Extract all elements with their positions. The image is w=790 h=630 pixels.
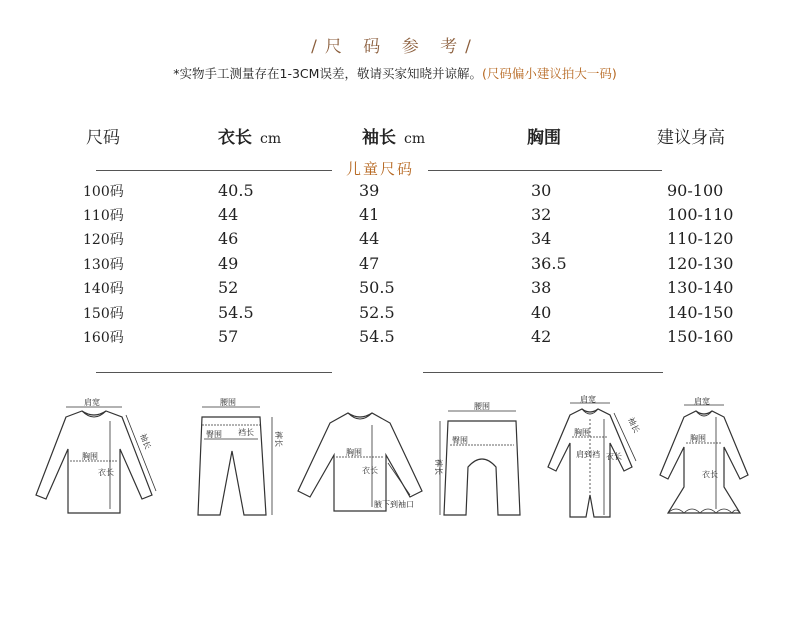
cell-height: 140-150 [667,303,734,322]
title-wrap [0,32,790,57]
section-label: 儿童尺码 [345,160,414,178]
header-length-unit: cm [260,131,282,147]
cell-sleeve: 41 [359,205,380,224]
shirt-sleeve-label: 袖长 [138,432,153,451]
cell-sleeve: 50.5 [359,278,395,297]
pants-diagram [180,395,290,525]
header-sleeve [362,123,425,148]
cell-length: 49 [218,254,239,273]
baby-pants-diagram [434,395,534,525]
cell-height: 110-120 [667,229,734,248]
cell-sleeve: 39 [359,181,380,200]
romper-diagram [536,395,646,525]
cell-height: 150-160 [667,327,734,346]
table-row [0,254,790,278]
raglan-length-label: 衣长 [362,466,378,475]
cell-chest: 32 [531,205,552,224]
shirt-diagram [24,395,164,525]
notice-highlight: (尺码偏小建议拍大一码) [481,66,617,81]
cell-chest: 34 [531,229,552,248]
notice-main: *实物手工测量存在1-3CM误差，敬请买家知晓并谅解。 [173,66,482,81]
cell-length: 46 [218,229,239,248]
cell-size: 130码 [83,257,124,273]
cell-chest: 42 [531,327,552,346]
header-height: 建议身高 [657,128,725,148]
baby-pants-waist-label: 腰围 [474,402,490,411]
cell-length: 52 [218,278,239,297]
cell-size: 140码 [83,281,124,297]
shirt-length-label: 衣长 [98,468,114,477]
dress-length-label: 衣长 [702,470,718,479]
table-row [0,327,790,351]
cell-chest: 30 [531,181,552,200]
cell-chest: 38 [531,278,552,297]
cell-height: 120-130 [667,254,734,273]
header-size: 尺码 [86,128,120,148]
romper-shoulder-label: 肩宽 [580,395,596,404]
pants-waist-label: 腰围 [220,398,236,407]
shirt-chest-label: 胸围 [82,452,98,461]
cell-height: 90-100 [667,181,724,200]
dress-diagram [644,395,764,525]
divider-right [428,170,662,171]
table-row [0,181,790,205]
cell-chest: 40 [531,303,552,322]
raglan-sleeve-label: 腋下到袖口 [374,500,414,509]
cell-sleeve: 44 [359,229,380,248]
table-row [0,303,790,327]
header-sleeve-label: 袖长 [362,128,396,148]
cell-size: 100码 [83,184,124,200]
bottom-rule-left [96,372,332,373]
header-length-label: 衣长 [218,128,252,148]
header-length [218,123,281,148]
raglan-diagram [290,395,430,525]
romper-length-label: 衣长 [606,452,622,461]
cell-size: 160码 [83,330,124,346]
measurement-notice [0,64,790,82]
cell-length: 40.5 [218,181,254,200]
cell-length: 57 [218,327,239,346]
bottom-rule-right [423,372,663,373]
romper-chest-label: 胸围 [574,428,590,437]
divider-left [96,170,332,171]
header-sleeve-unit: cm [404,131,426,147]
cell-size: 110码 [83,208,124,224]
pants-length-label: 裤长 [274,431,283,447]
cell-height: 100-110 [667,205,734,224]
cell-length: 54.5 [218,303,254,322]
romper-sleeve-label: 袖长 [626,416,642,435]
cell-sleeve: 54.5 [359,327,395,346]
baby-pants-hip-label: 臀围 [452,436,468,445]
page-title: /尺 码 参 考/ [311,37,479,57]
raglan-chest-label: 胸围 [346,448,362,457]
table-row [0,229,790,253]
pants-hip-label: 臀围 [206,430,222,439]
dress-chest-label: 胸围 [690,434,706,443]
header-chest: 胸围 [527,128,561,148]
cell-sleeve: 52.5 [359,303,395,322]
cell-size: 120码 [83,232,124,248]
cell-length: 44 [218,205,239,224]
table-row [0,205,790,229]
dress-shoulder-label: 肩宽 [694,397,710,406]
measurement-diagrams [20,395,780,535]
cell-chest: 36.5 [531,254,567,273]
shirt-shoulder-label: 肩宽 [84,398,100,407]
table-row [0,278,790,302]
cell-size: 150码 [83,306,124,322]
romper-rise-label: 肩到裆 [576,450,600,459]
baby-pants-length-label: 裤长 [434,459,443,475]
cell-height: 130-140 [667,278,734,297]
cell-sleeve: 47 [359,254,380,273]
pants-rise-label: 裆长 [238,428,254,437]
